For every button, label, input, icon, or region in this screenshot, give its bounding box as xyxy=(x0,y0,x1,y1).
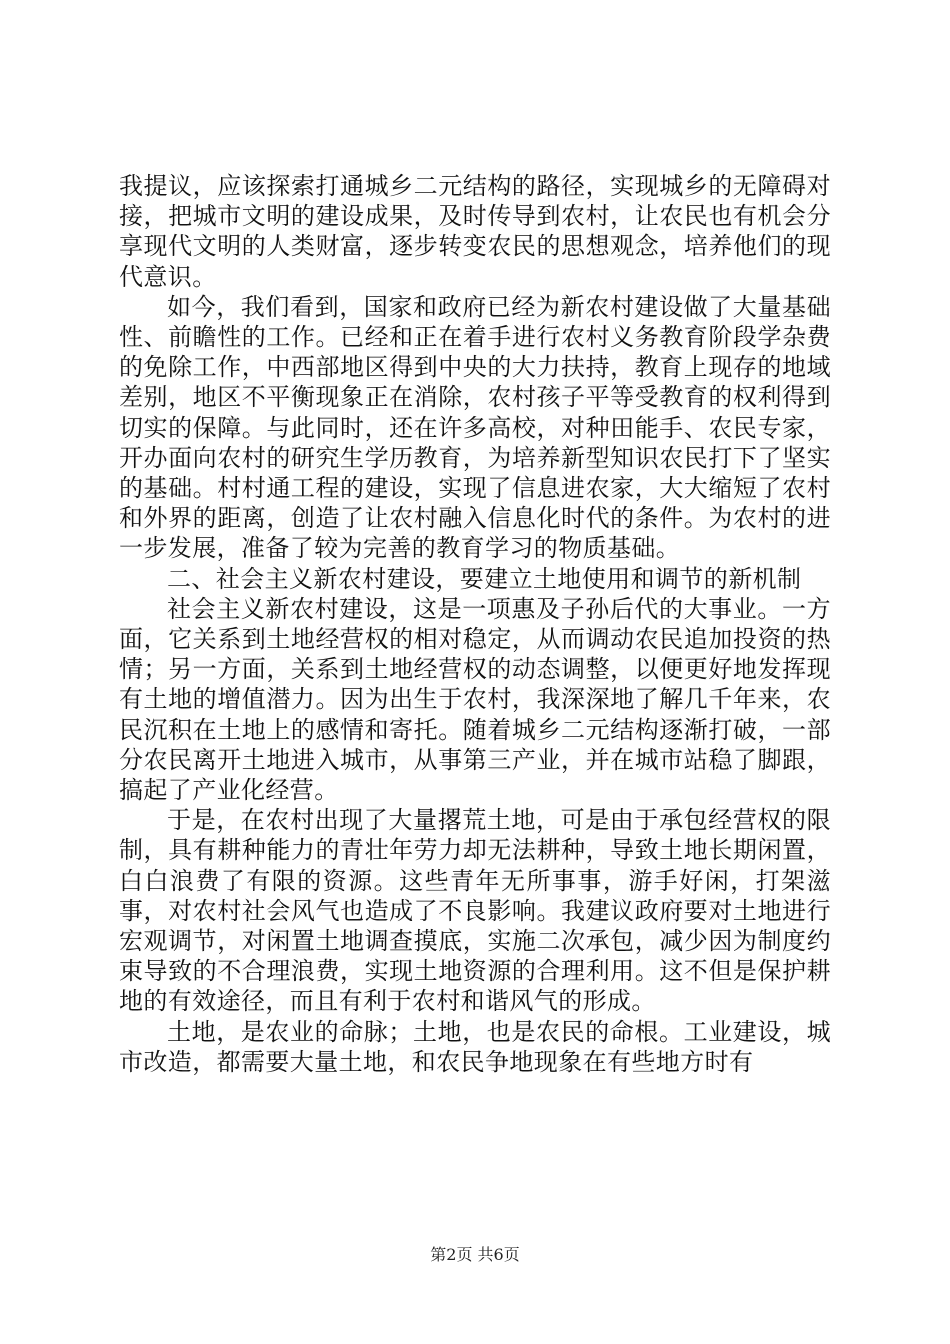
paragraph-3: 社会主义新农村建设，这是一项惠及子孙后代的大事业。一方面，它关系到土地经营权的相对稳定，从而调动农民追加投资的热情；另一方面，关系到土地经营权的动态调整，以便更好地发挥现有土地的增值潜力。因为出生于农村，我深深地了解几千年来，农民沉积在土地上的感情和寄托。随着城乡二元结构逐渐打破，一部分农民离开土地进入城市，从事第三产业，并在城市站稳了脚跟，搞起了产业化经营。 xyxy=(119,594,831,805)
page-footer: 第2页 共6页 xyxy=(430,1245,520,1264)
paragraph-1: 我提议，应该探索打通城乡二元结构的路径，实现城乡的无障碍对接，把城市文明的建设成果，及时传导到农村，让农民也有机会分享现代文明的人类财富，逐步转变农民的思想观念，培养他们的现代意识。 xyxy=(119,172,831,291)
section-heading: 二、社会主义新农村建设，要建立土地使用和调节的新机制 xyxy=(167,564,802,593)
paragraph-4: 于是，在农村出现了大量撂荒土地，可是由于承包经营权的限制，具有耕种能力的青壮年劳力却无法耕种，导致土地长期闲置，白白浪费了有限的资源。这些青年无所事事，游手好闲，打架滋事，对农村社会风气也造成了不良影响。我建议政府要对土地进行宏观调节，对闲置土地调查摸底，实施二次承包，减少因为制度约束导致的不合理浪费，实现土地资源的合理利用。这不但是保护耕地的有效途径，而且有利于农村和谐风气的形成。 xyxy=(119,806,831,1016)
paragraph-5: 土地，是农业的命脉；土地，也是农民的命根。工业建设，城市改造，都需要大量土地，和农民争地现象在有些地方时有 xyxy=(119,1017,831,1076)
paragraph-2: 如今，我们看到，国家和政府已经为新农村建设做了大量基础性、前瞻性的工作。已经和正在着手进行农村义务教育阶段学杂费的免除工作，中西部地区得到中央的大力扶持，教育上现存的地域差别，地区不平衡现象正在消除，农村孩子平等受教育的权利得到切实的保障。与此同时，还在许多高校，对种田能手、农民专家，开办面向农村的研究生学历教育，为培养新型知识农民打下了坚实的基础。村村通工程的建设，实现了信息进农家，大大缩短了农村和外界的距离，创造了让农村融入信息化时代的条件。为农村的进一步发展，准备了较为完善的教育学习的物质基础。 xyxy=(119,292,831,563)
body-text xyxy=(119,171,831,1077)
